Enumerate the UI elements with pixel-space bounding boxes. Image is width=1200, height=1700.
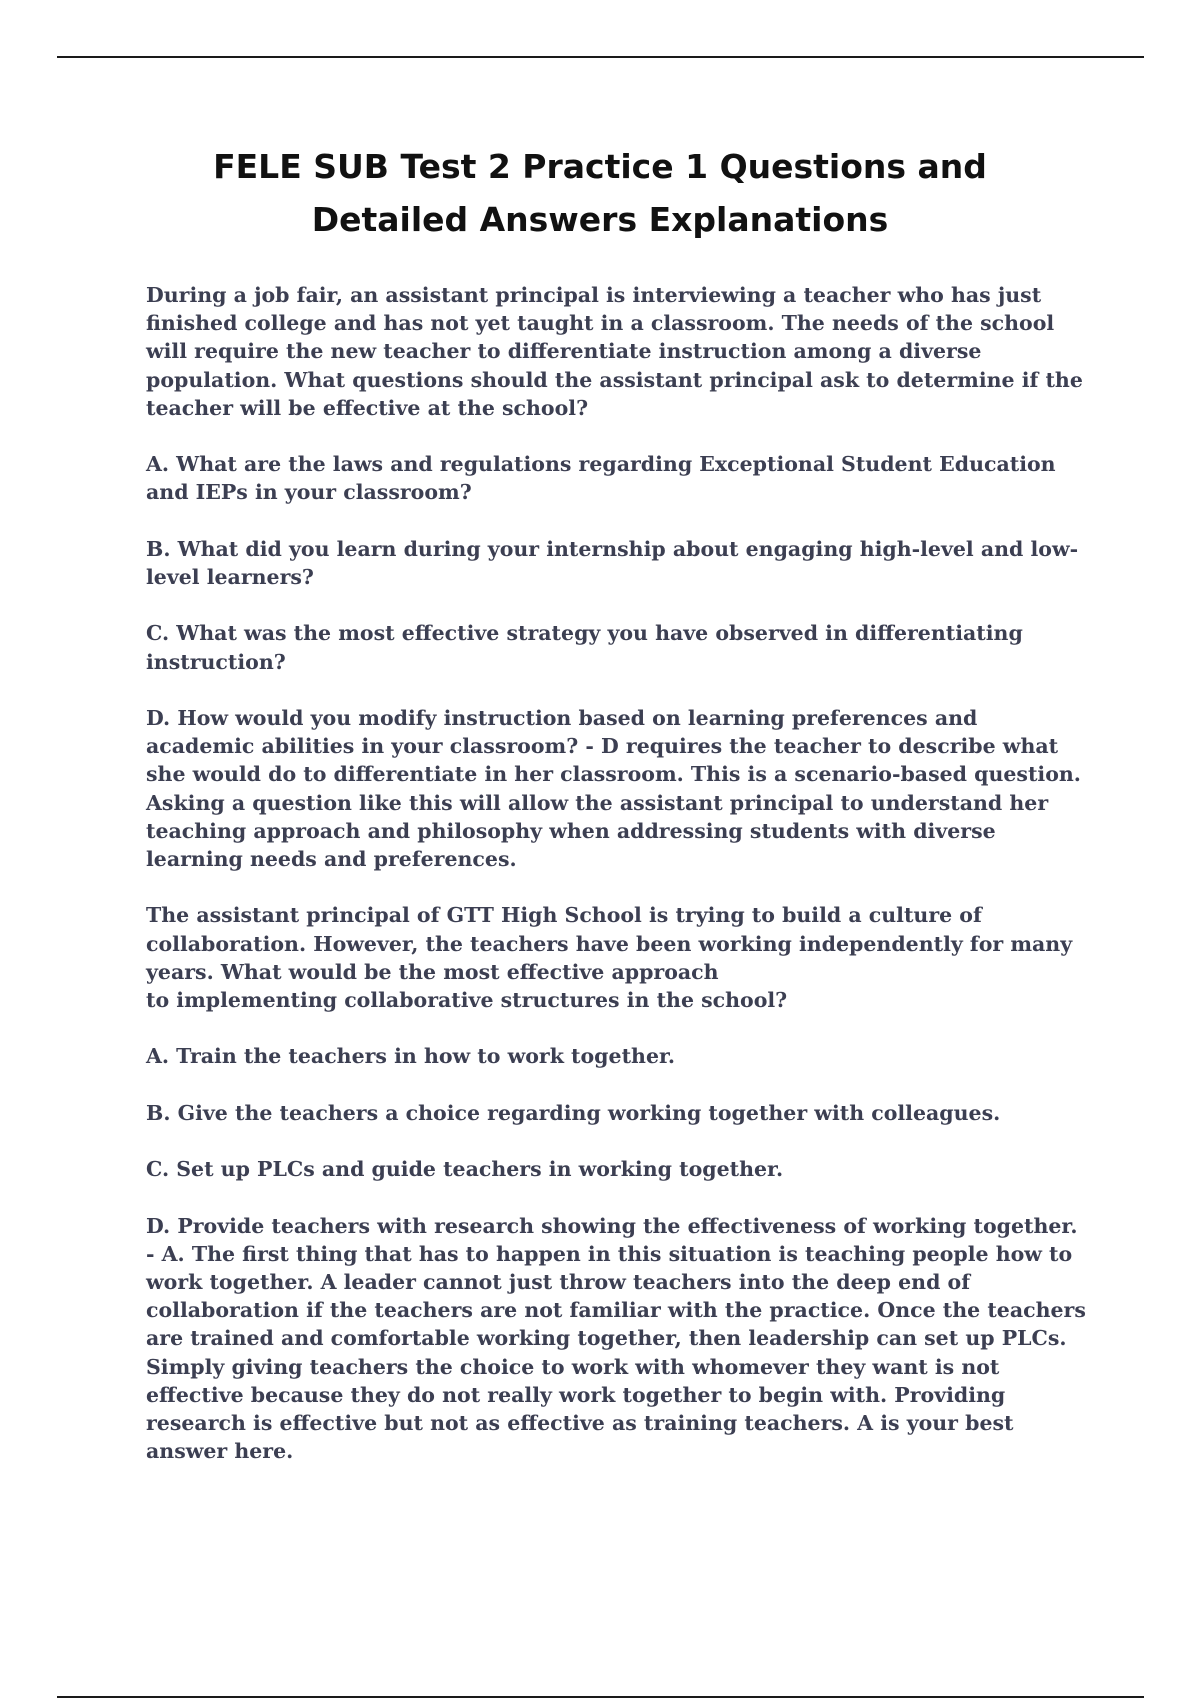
question-2-option-a: A. Train the teachers in how to work together.: [146, 1044, 676, 1069]
question-2-option-d-answer: D. Provide teachers with research showing the effectiveness of working together. - A. The first thing that has to happen in this situation is teaching people how to work together. A leader cannot just throw teachers into the deep end of collaboration if the teachers are not familiar with the practice. Once the teachers are trained and comfortable working together, then leadership can set up PLCs. Simply giving teachers the choice to work with whomever they want is not effective because they do not really work together to begin with. Providing research is effective but not as effective as training teachers. A is your best answer here.: [146, 1213, 1086, 1464]
bottom-rule: [57, 1696, 1144, 1698]
document-title-line-1: FELE SUB Test 2 Practice 1 Questions and: [213, 147, 987, 186]
question-1-option-c: C. What was the most effective strategy you have observed in differentiating instruction?: [146, 621, 1023, 674]
question-1-option-d-answer: D. How would you modify instruction based on learning preferences and academic abilities in your classroom? - D requires the teacher to describe what she would do to differentiate in her classroom. This is a scenario-based question. Asking a question like this will allow the assistant principal to understand her teaching approach and philosophy when addressing students with diverse learning needs and preferences.: [146, 705, 1081, 871]
question-1-option-a: A. What are the laws and regulations regarding Exceptional Student Education and IEPs in your classroom?: [146, 452, 1056, 505]
question-2-stem-part-2: to implementing collaborative structures in the school?: [146, 988, 788, 1012]
question-1-stem: During a job fair, an assistant principal is interviewing a teacher who has just finished college and has not yet taught in a classroom. The needs of the school will require the new teacher to differentiate instruction among a diverse population. What questions should the assistant principal ask to determine if the teacher will be effective at the school?: [146, 283, 1083, 420]
document-title-line-2: Detailed Answers Explanations: [311, 200, 889, 239]
question-2-stem-part-1: The assistant principal of GTT High School is trying to build a culture of collaboration. However, the teachers have been working independently for many years. What would be the most effective approach: [146, 903, 1073, 984]
document-body: [146, 281, 1091, 1494]
question-1-option-b: B. What did you learn during your internship about engaging high-level and low-level learners?: [146, 536, 1079, 589]
top-rule: [57, 56, 1144, 58]
question-2-option-c: C. Set up PLCs and guide teachers in working together.: [146, 1157, 784, 1182]
question-2-stem: [146, 901, 1091, 1014]
document-title: [120, 140, 1080, 246]
question-2-option-b: B. Give the teachers a choice regarding working together with colleagues.: [146, 1100, 1001, 1125]
